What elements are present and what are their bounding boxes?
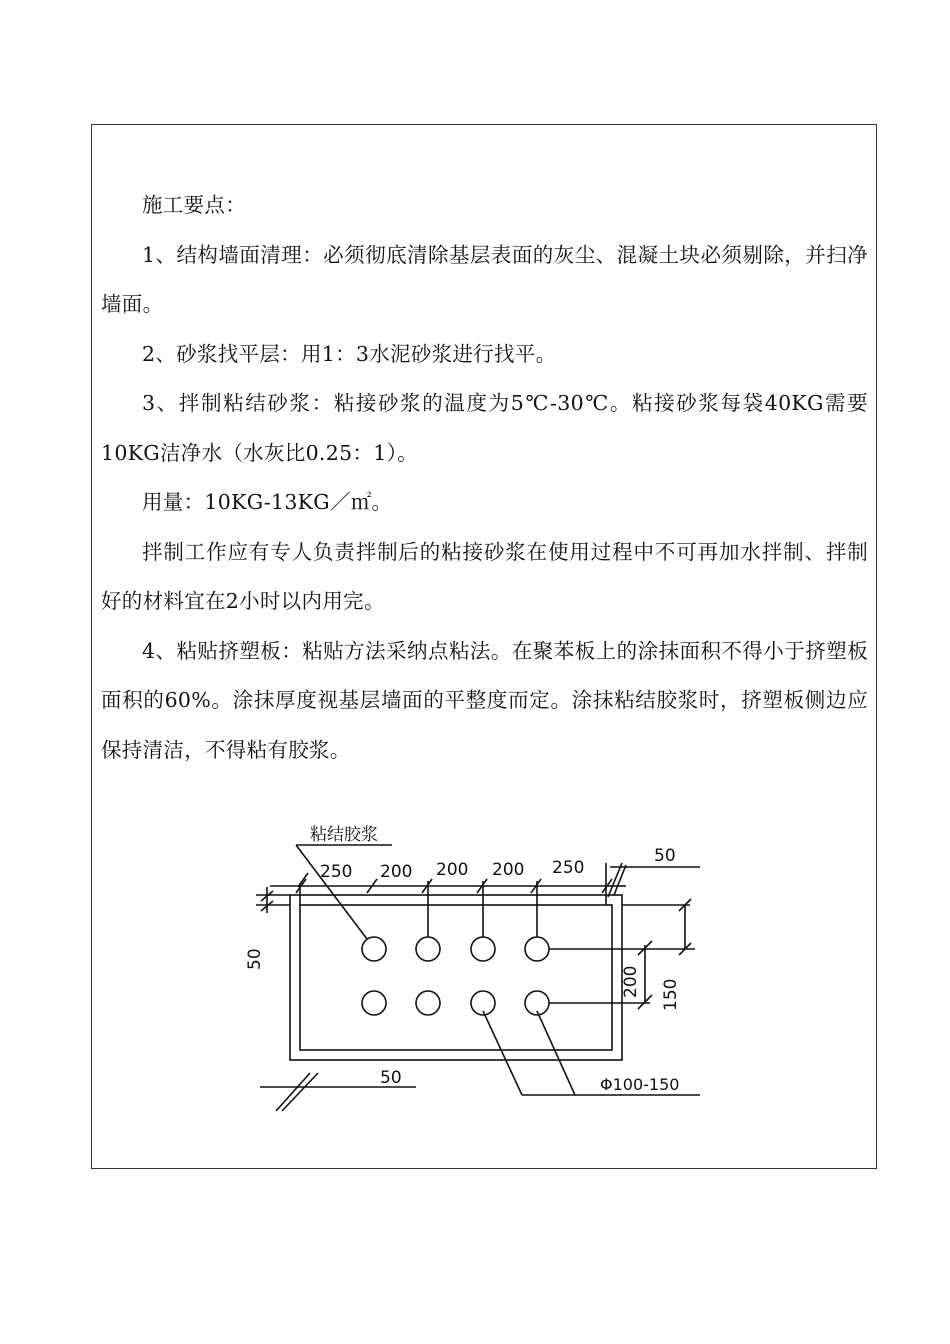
dim-left: 50 bbox=[245, 948, 265, 970]
dim-top-3: 200 bbox=[436, 860, 469, 880]
dot-adhesion-diagram bbox=[230, 815, 710, 1115]
adhesive-dot bbox=[362, 937, 386, 961]
adhesive-label: 粘结胶浆 bbox=[310, 825, 378, 845]
adhesive-dot bbox=[416, 937, 440, 961]
paragraph-4: 用量：10KG-13KG／㎡。 bbox=[142, 490, 393, 514]
inner-board-rect bbox=[300, 905, 612, 1050]
dim-top-1: 250 bbox=[320, 862, 353, 882]
dim-diameter: Φ100-150 bbox=[600, 1075, 680, 1094]
paragraph-5: 拌制工作应有专人负责拌制后的粘接砂浆在使用过程中不可再加水拌制、拌制好的材料宜在2小时以内用完。 bbox=[101, 539, 868, 613]
dim-top-5: 250 bbox=[552, 858, 585, 878]
document-body bbox=[101, 181, 868, 775]
dim-top-right: 50 bbox=[654, 846, 676, 866]
paragraph-6: 4、粘贴挤塑板：粘贴方法采纳点粘法。在聚苯板上的涂抹面积不得小于挤塑板面积的60%。涂抹厚度视基层墙面的平整度而定。涂抹粘结胶浆时，挤塑板侧边应保持清洁，不得粘有胶浆。 bbox=[101, 638, 868, 762]
outer-board-rect bbox=[290, 895, 622, 1060]
dim-bottom: 50 bbox=[380, 1068, 402, 1088]
paragraph-3: 3、拌制粘结砂浆：粘接砂浆的温度为5℃-30℃。粘接砂浆每袋40KG需要10KG洁净水（水灰比0.25：1）。 bbox=[101, 391, 868, 465]
adhesive-dot bbox=[362, 991, 386, 1015]
dim-right-outer: 150 bbox=[661, 978, 681, 1011]
dim-right-inner: 200 bbox=[621, 965, 641, 998]
adhesive-dot bbox=[525, 937, 549, 961]
paragraph-2: 2、砂浆找平层：用1：3水泥砂浆进行找平。 bbox=[142, 341, 557, 366]
adhesive-dot bbox=[471, 937, 495, 961]
section-heading: 施工要点： bbox=[142, 193, 246, 217]
adhesive-dot bbox=[416, 991, 440, 1015]
paragraph-1: 1、结构墙面清理：必须彻底清除基层表面的灰尘、混凝土块必须剔除，并扫净墙面。 bbox=[101, 242, 868, 316]
dim-top-2: 200 bbox=[380, 862, 413, 882]
dim-top-4: 200 bbox=[492, 860, 525, 880]
